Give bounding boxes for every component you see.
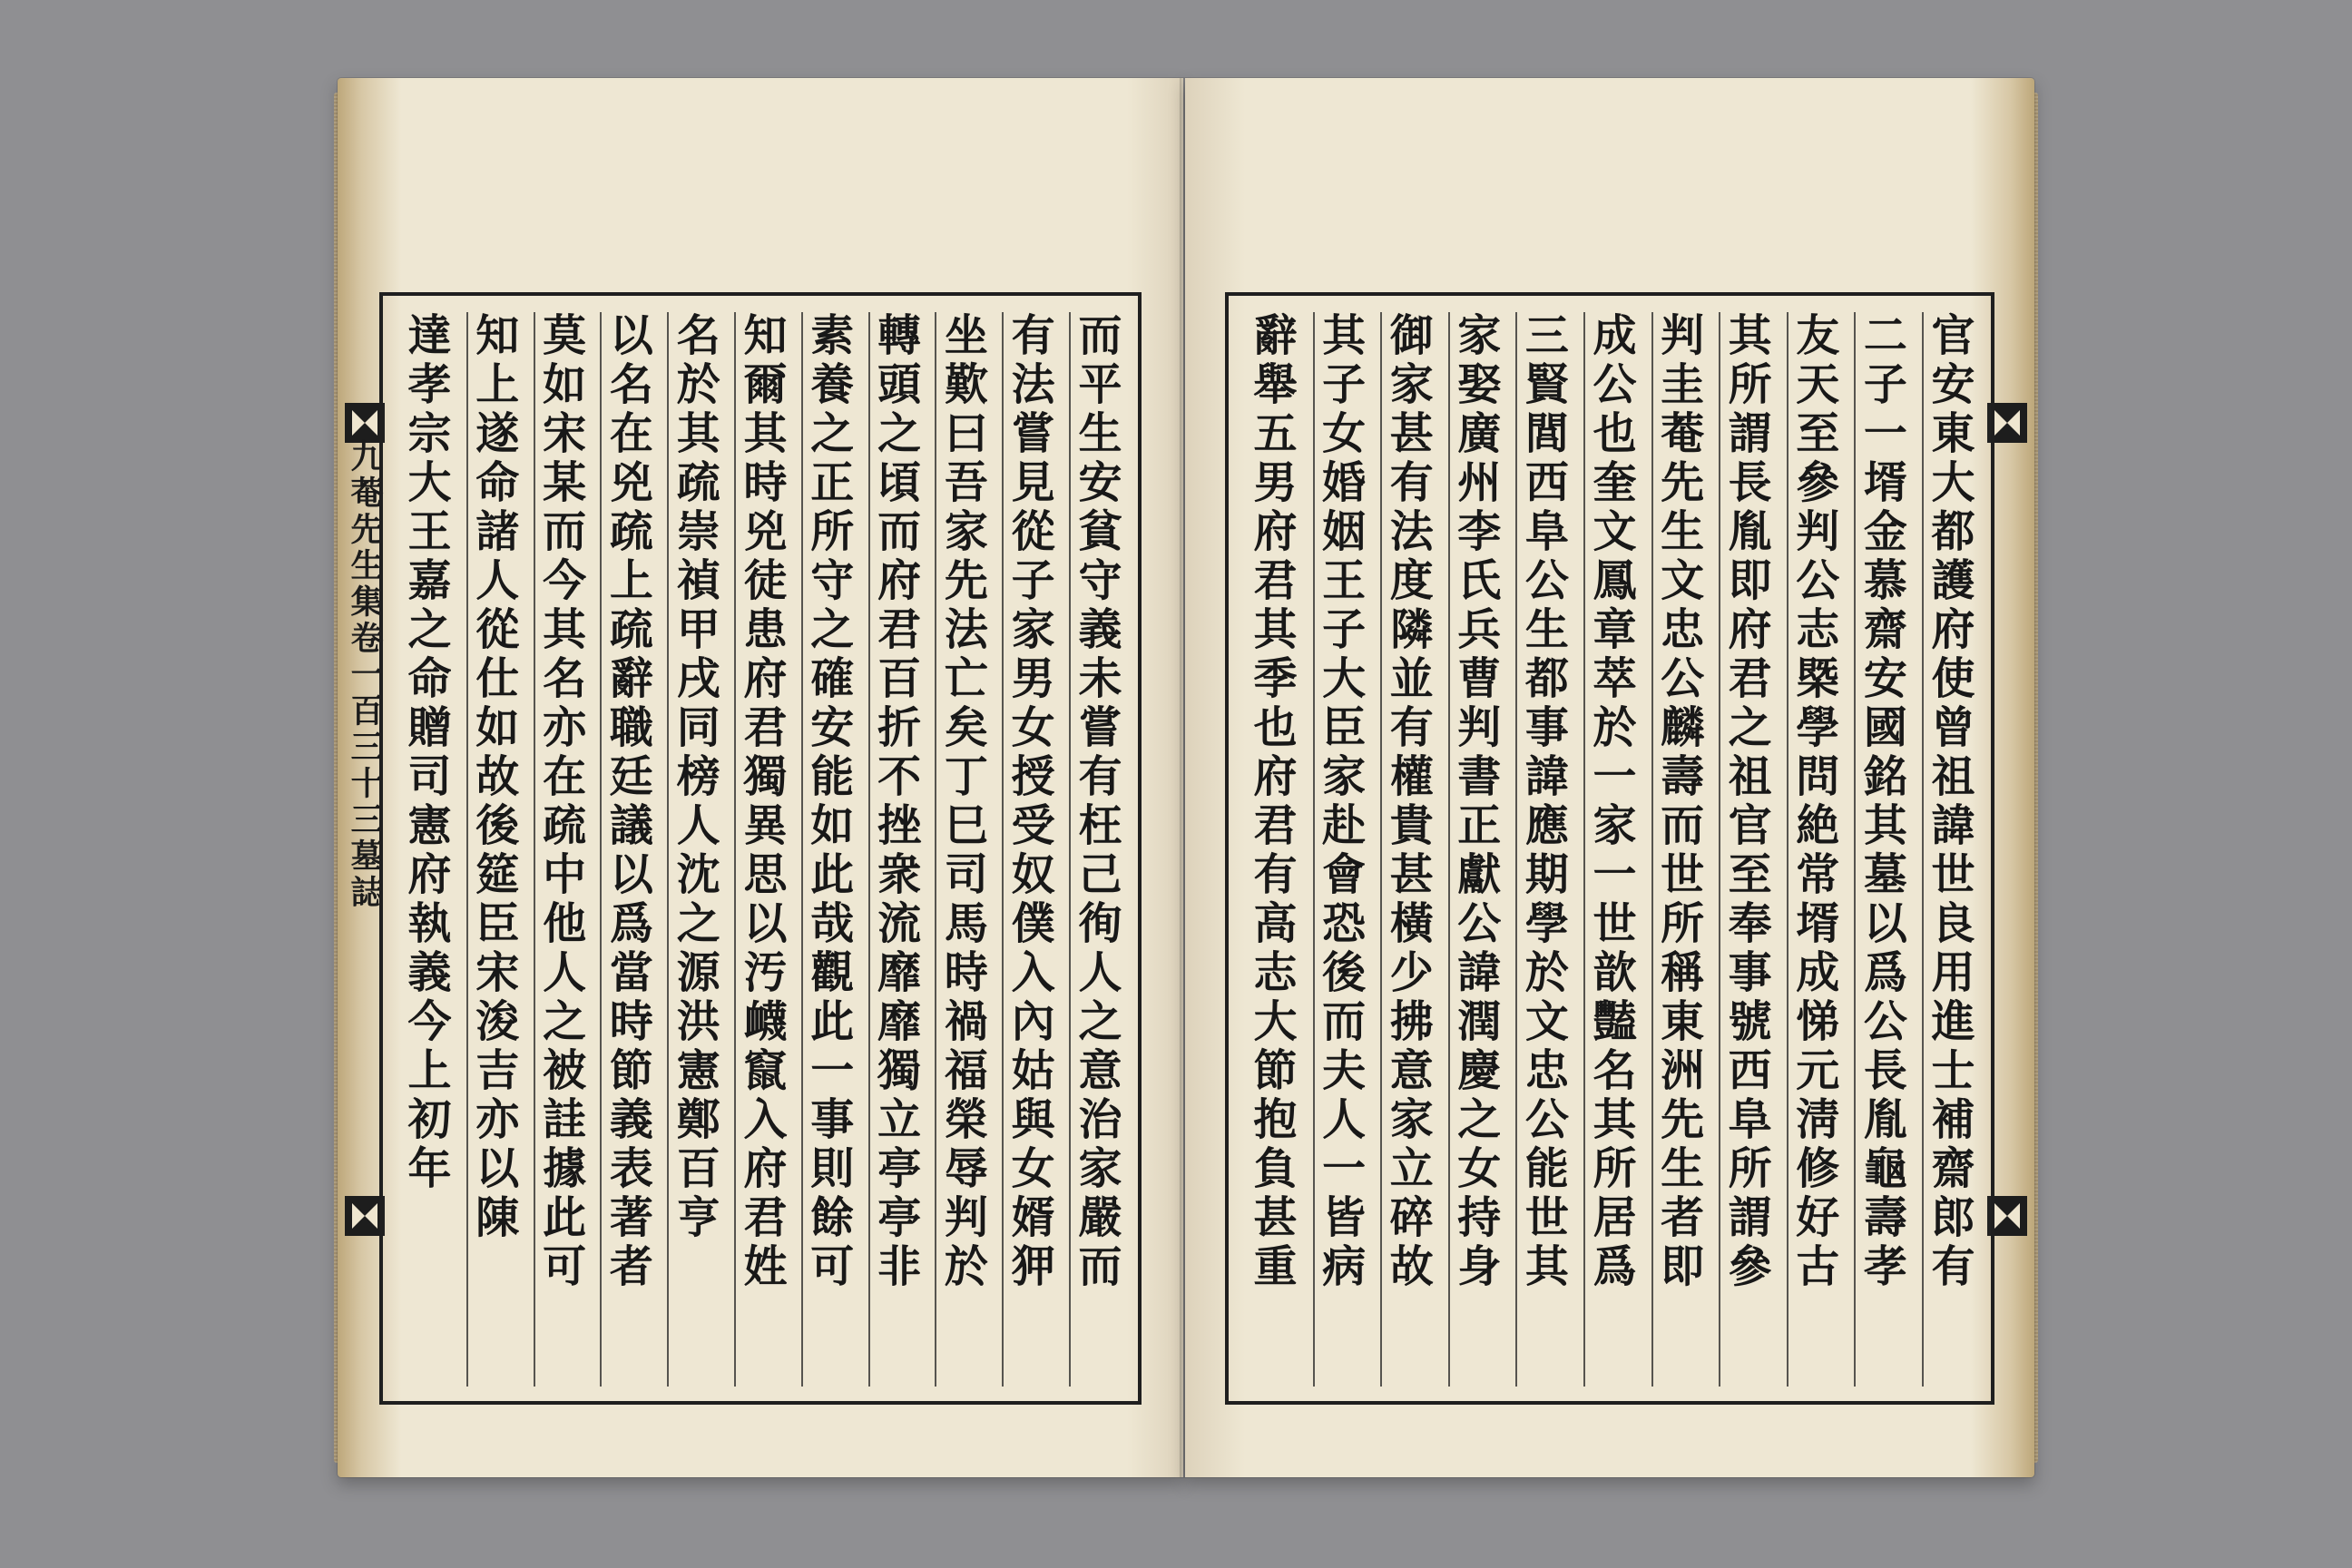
left-column-4: 轉頭之頃而府君百折不挫衆流靡靡獨立亭亭非 xyxy=(868,312,921,1387)
right-column-7: 三賢閭西阜公生都事諱應期學於文忠公能世其 xyxy=(1515,312,1568,1387)
left-column-2: 有法嘗見從子家男女授受奴僕入內姑與女婿狎 xyxy=(1002,312,1054,1387)
right-column-3: 友天至參判公志槩學問絶常壻成悌元淸修好古 xyxy=(1787,312,1839,1387)
right-column-4: 其所謂長胤即府君之祖官至奉事號西阜所謂參 xyxy=(1719,312,1771,1387)
left-column-10: 知上遂命諸人從仕如故後筵臣宋浚吉亦以陳 xyxy=(466,312,519,1387)
left-text-columns xyxy=(399,312,1122,1387)
open-book xyxy=(338,78,2034,1477)
left-page xyxy=(338,78,1183,1477)
left-column-3: 坐歎曰吾家先法亡矣丁巳司馬時禍福榮辱判於 xyxy=(935,312,987,1387)
right-text-frame xyxy=(1225,292,1994,1405)
right-column-2: 二子一壻金慕齋安國銘其墓以爲公長胤龜壽孝 xyxy=(1854,312,1906,1387)
left-column-1: 而平生安貧守義未嘗有枉己徇人之意治家嚴而 xyxy=(1069,312,1122,1387)
right-column-11: 辭舉五男府君其季也府君有高志大節抱負甚重 xyxy=(1246,312,1297,1292)
right-page xyxy=(1185,78,2034,1477)
right-column-9: 御家甚有法度隣並有權貴甚橫少拂意家立碎故 xyxy=(1380,312,1433,1387)
left-column-9: 莫如宋某而今其名亦在疏中他人之被詿據此可 xyxy=(534,312,586,1387)
left-column-11: 達孝宗大王嘉之命贈司憲府執義今上初年 xyxy=(400,312,451,1194)
left-side-label: 九菴先生集卷一百三十三墓誌 xyxy=(346,439,384,911)
right-text-columns xyxy=(1245,312,1975,1387)
right-column-6: 成公也奎文鳳章萃於一家一世歆豔名其所居爲 xyxy=(1583,312,1636,1387)
right-column-5: 判圭菴先生文忠公麟壽而世所稱東洲先生者即 xyxy=(1651,312,1704,1387)
left-column-6: 知爾其時兇徒患府君獨異思以汚衊竄入府君姓 xyxy=(734,312,787,1387)
right-column-8: 家娶廣州李氏兵曹判書正獻公諱潤慶之女持身 xyxy=(1448,312,1501,1387)
left-column-7: 名於其疏崇禎甲戌同榜人沈之源洪憲鄭百亨 xyxy=(667,312,720,1387)
left-column-5: 素養之正所守之確安能如此哉觀此一事則餘可 xyxy=(801,312,854,1387)
left-text-frame xyxy=(379,292,1142,1405)
right-column-10: 其子女婚姻王子大臣家赴會恐後而夫人一皆病 xyxy=(1313,312,1366,1387)
left-column-8: 以名在兇疏上疏辭職廷議以爲當時節義表著者 xyxy=(600,312,652,1387)
right-column-1: 官安東大都護府使曾祖諱世良用進士補齋郎有 xyxy=(1922,312,1975,1387)
